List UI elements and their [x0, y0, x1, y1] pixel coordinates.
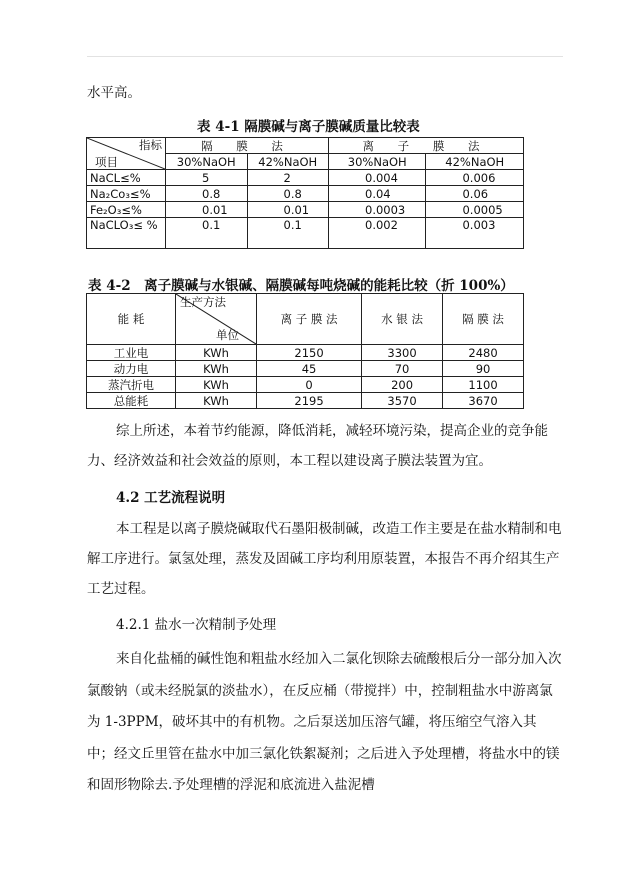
top-text: 水平高。: [87, 85, 141, 101]
table1-caption: 表 4-1 隔膜碱与离子膜碱质量比较表: [197, 119, 420, 135]
row-label: 工业电: [87, 345, 176, 361]
cell: 0.8: [166, 186, 248, 202]
row-label: NaCLO₃≤ %: [87, 218, 166, 249]
cell: 0.8: [247, 186, 329, 202]
table1-group-diaphragm: 隔 膜 法: [166, 138, 329, 154]
table1-group-ion-membrane: 离 子 膜 法: [329, 138, 524, 154]
cell: 3570: [362, 393, 443, 409]
row-label: Fe₂O₃≤%: [87, 202, 166, 218]
cell: 3670: [443, 393, 524, 409]
summary-paragraph: 综上所述，本着节约能源，降低消耗，减轻环境污染，提高企业的竞争能力、经济效益和社会效益的原则，本工程以建设离子膜法装置为宜。: [87, 423, 548, 469]
cell: 3300: [362, 345, 443, 361]
table-row: [87, 202, 524, 218]
cell: 1100: [443, 377, 524, 393]
row-label: 动力电: [87, 361, 176, 377]
cell: 0.1: [247, 218, 329, 249]
section-heading-4-2: 4.2 工艺流程说明: [116, 490, 226, 506]
cell: 90: [443, 361, 524, 377]
cell: 45: [257, 361, 362, 377]
table1-corner-cell: [87, 138, 166, 170]
page-header-rule: [87, 56, 563, 57]
cell: 0.0005: [426, 202, 524, 218]
table-row: [87, 393, 524, 409]
cell: 2: [247, 170, 329, 186]
unit-cell: KWh: [176, 377, 257, 393]
table-row: [87, 361, 524, 377]
cell: 0.002: [329, 218, 426, 249]
row-label: Na₂Co₃≤%: [87, 186, 166, 202]
energy-consumption-table: [86, 293, 524, 409]
cell: 0.006: [426, 170, 524, 186]
unit-cell: KWh: [176, 393, 257, 409]
cell: 0.0003: [329, 202, 426, 218]
table-row: [87, 345, 524, 361]
row-label: 总能耗: [87, 393, 176, 409]
table1-subhead: 30%NaOH: [329, 154, 426, 170]
cell: 2480: [443, 345, 524, 361]
row-label: NaCL≤%: [87, 170, 166, 186]
cell: 0.01: [247, 202, 329, 218]
cell: 0.1: [166, 218, 248, 249]
table-row: [87, 170, 524, 186]
cell: 0.003: [426, 218, 524, 249]
cell: 200: [362, 377, 443, 393]
table1-corner-bottom: 项目: [95, 155, 118, 169]
quality-comparison-table: [86, 137, 524, 249]
unit-cell: KWh: [176, 361, 257, 377]
table1-subhead: 42%NaOH: [426, 154, 524, 170]
cell: 0.01: [166, 202, 248, 218]
table-row: [87, 218, 524, 249]
cell: 2195: [257, 393, 362, 409]
row-label: 蒸汽折电: [87, 377, 176, 393]
cell: 0.04: [329, 186, 426, 202]
cell: 0.004: [329, 170, 426, 186]
table1-subhead: 30%NaOH: [166, 154, 248, 170]
table-row: [87, 377, 524, 393]
process-paragraph: 本工程是以离子膜烧碱取代石墨阳极制碱，改造工作主要是在盐水精制和电解工序进行。氯氢处理，蒸发及固碱工序均利用原装置，本报告不再介绍其生产工艺过程。: [87, 521, 562, 597]
cell: 5: [166, 170, 248, 186]
cell: 0: [257, 377, 362, 393]
table-row: [87, 186, 524, 202]
cell: 2150: [257, 345, 362, 361]
col-energy-header: 能 耗: [87, 294, 176, 345]
unit-cell: KWh: [176, 345, 257, 361]
cell: 0.06: [426, 186, 524, 202]
table2-corner-top: 生产方法: [180, 295, 226, 309]
table1-corner-top: 指标: [139, 138, 162, 152]
table2-corner-bottom: 单位: [216, 328, 239, 342]
brine-paragraph: 来自化盐桶的碱性饱和粗盐水经加入二氯化钡除去硫酸根后分一部分加入次氯酸钠（或未经脱氯的淡盐水），在反应桶（带搅拌）中，控制粗盐水中游离氯为 1-3PPM，破坏其中的有机物。之后泵送加压溶气罐，将压缩空气溶入其中；经文丘里管在盐水中加三氯化铁絮凝剂；之后进入予处理槽，将盐水中的镁和固形物除去.予处理槽的浮泥和底流进入盐泥槽: [87, 651, 562, 793]
cell: 70: [362, 361, 443, 377]
method-header: 水 银 法: [362, 294, 443, 345]
table2-caption: 表 4-2 离子膜碱与水银碱、隔膜碱每吨烧碱的能耗比较（折 100%）: [88, 278, 514, 294]
table1-subhead: 42%NaOH: [247, 154, 329, 170]
table2-corner-cell: [176, 294, 257, 345]
section-heading-4-2-1: 4.2.1 盐水一次精制予处理: [116, 617, 277, 633]
method-header: 离 子 膜 法: [257, 294, 362, 345]
method-header: 隔 膜 法: [443, 294, 524, 345]
